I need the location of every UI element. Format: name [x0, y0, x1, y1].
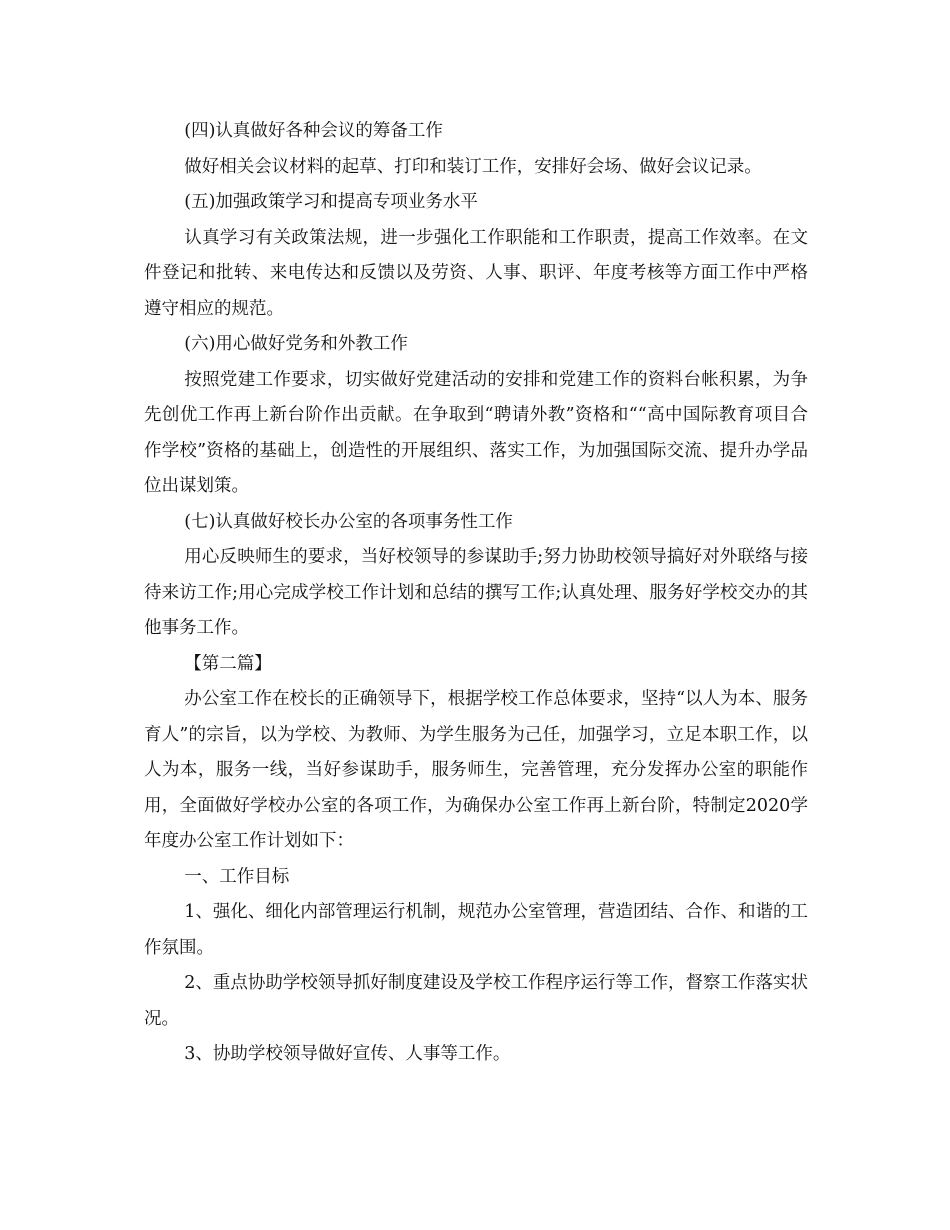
- section-heading-6: (六)用心做好党务和外教工作: [184, 334, 408, 354]
- document-body: [144, 114, 808, 1073]
- section-heading-5: (五)加强政策学习和提高专项业务水平: [184, 192, 478, 212]
- chapter-title: 【第二篇】: [184, 653, 272, 674]
- paragraph: 用心反映师生的要求，当好校领导的参谋助手;努力协助校领导搞好对外联络与接待来访工作;用心完成学校工作计划和总结的撰写工作;认真处理、服务好学校交办的其他事务工作。: [144, 547, 808, 638]
- paragraph: 办公室工作在校长的正确领导下，根据学校工作总体要求，坚持“以人为本、服务育人”的宗旨，以为学校、为教师、为学生服务为己任，加强学习，立足本职工作，以人为本，服务一线，当好参谋助手，服务师生，完善管理，充分发挥办公室的职能作用，全面做好学校办公室的各项工作，为确保办公室工作再上新台阶，特制定2020学年度办公室工作计划如下：: [144, 689, 808, 851]
- paragraph: 认真学习有关政策法规，进一步强化工作职能和工作职责，提高工作效率。在文件登记和批转、来电传达和反馈以及劳资、人事、职评、年度考核等方面工作中严格遵守相应的规范。: [144, 227, 808, 319]
- section-heading-goals: 一、工作目标: [184, 866, 290, 887]
- list-item: 1、强化、细化内部管理运行机制，规范办公室管理，营造团结、合作、和谐的工作氛围。: [144, 902, 808, 958]
- list-item: 2、重点协助学校领导抓好制度建设及学校工作程序运行等工作，督察工作落实状况。: [144, 973, 808, 1029]
- paragraph: 做好相关会议材料的起草、打印和装订工作，安排好会场、做好会议记录。: [184, 156, 762, 177]
- section-heading-4: (四)认真做好各种会议的筹备工作: [184, 121, 443, 141]
- section-heading-7: (七)认真做好校长办公室的各项事务性工作: [184, 511, 513, 532]
- list-item: 3、协助学校领导做好宣传、人事等工作。: [184, 1044, 511, 1064]
- paragraph: 按照党建工作要求，切实做好党建活动的安排和党建工作的资料台帐积累，为争先创优工作再上新台阶作出贡献。在争取到“聘请外教”资格和““高中国际教育项目合作学校”资格的基础上，创造性的开展组织、落实工作，为加强国际交流、提升办学品位出谋划策。: [144, 369, 808, 496]
